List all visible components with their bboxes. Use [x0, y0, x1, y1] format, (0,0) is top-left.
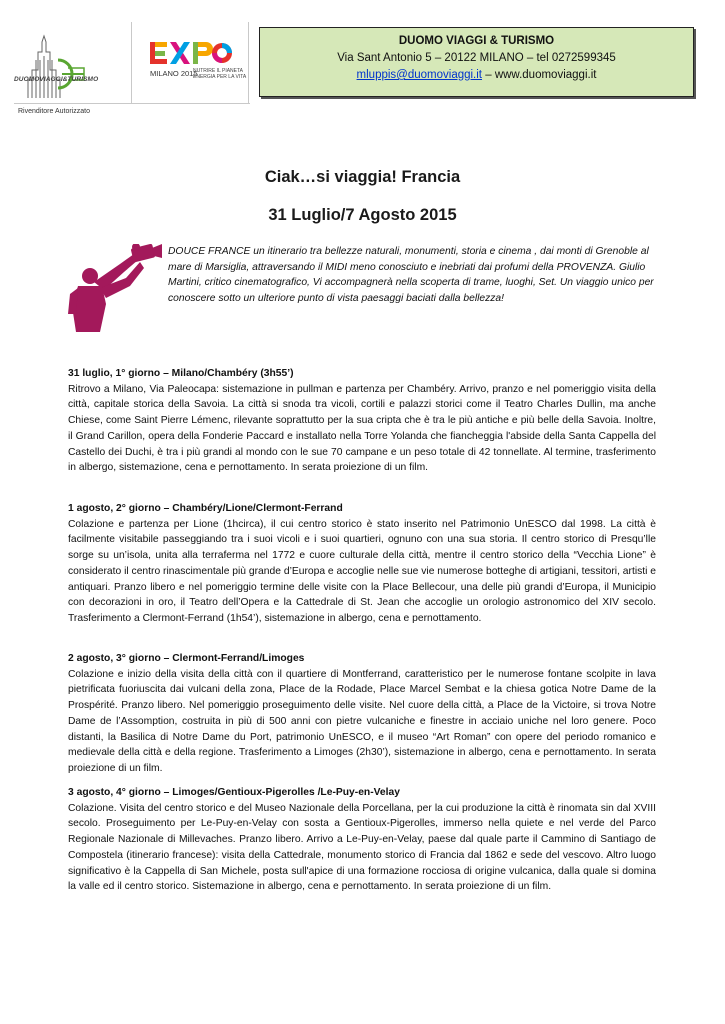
logo-divider: [248, 22, 249, 104]
expo-tagline: [193, 68, 246, 80]
contact-separator: –: [482, 69, 495, 81]
agency-contact-box: [259, 27, 694, 97]
agency-name: DUOMO VIAGGI & TURISMO: [398, 35, 555, 47]
agency-email-link[interactable]: mluppis@duomoviaggi.it: [356, 69, 483, 81]
logo-divider: [131, 22, 132, 104]
day-description: Colazione e inizio della visita della città con il quartiere di Montferrand, caratteristico per le numerose fontane scolpite in lava pietrificata fuoriuscita dai vulcani della zona, Place de la Rodade, Place Marcel Sembat e la chiesa gotica Notre Dame de la Prospérité. Pranzo libero. Nel pomeriggio proseguimento delle visite. Nel cuore della città, a Place de la Victoire, si trova Notre Dame de l’Assomption, costruita in più di 500 anni con pietre vulcaniche e finestre in acciaio uniche nel loro genere. Poco distanti, la Basilica di Notre Dame du Port, patrimonio UnESCO, e il museo “Art Roman” con opere del periodo romanico e medievale della città e della regione. Trasferimento a Limoges (2h30’), sistemazione in albergo, cena e pernottamento. In serata proiezione di un film.: [68, 668, 656, 774]
logo-underline: [14, 103, 250, 104]
agency-contacts: [260, 67, 693, 84]
film-camera-figure: [60, 244, 164, 338]
itinerary-day-3: [68, 651, 656, 777]
day-heading: 31 luglio, 1° giorno – Milano/Chambéry (3h55’): [68, 368, 294, 379]
page-title: Ciak…si viaggia! Francia: [264, 168, 461, 186]
day-description: Colazione e partenza per Lione (1hcirca), il cui centro storico è stato inserito nel Patrimonio UnESCO dal 1998. La città è facilmente visitabile passeggiando tra i suoi vicoli e i suoi quartieri, ognuno con una sua storia. Il centro storico di Presqu’lle sorge su un’isola, unita alla terraferma nel 1772 e cuore culturale della città, mentre il centro storico della “Vecchia Lione” è considerato il centro rinascimentale più grande d’Europa e accoglie nelle sue vie numerose botteghe di artigiani, tessitori, artisti e antiquari. Pranzo libero e nel pomeriggio termine delle visite con la Place Bellecour, una delle più grandi d’Europa, il Municipio con decorazioni in oro, il Teatro dell’Opera e la Cattedrale di St. Jean che accoglie un orologio astronomico del XIV secolo. Trasferimento a Clermont-Ferrand (1h54’), sistemazione in albergo, cena e pernottamento.: [68, 518, 656, 624]
day-heading: 2 agosto, 3° giorno – Clermont-Ferrand/Limoges: [68, 653, 305, 664]
day-heading: 3 agosto, 4° giorno – Limoges/Gentioux-Pigerolles /Le-Puy-en-Velay: [68, 787, 400, 798]
duomo-viaggi-logo: [18, 30, 130, 102]
trip-dates: 31 Luglio/7 Agosto 2015: [268, 206, 457, 224]
itinerary-day-2: [68, 501, 656, 627]
expo-city-year: MILANO 2015: [150, 69, 198, 78]
rivenditore-label: Rivenditore Autorizzato: [18, 108, 90, 115]
intro-paragraph: DOUCE FRANCE un itinerario tra bellezze naturali, monumenti, storia e cinema , dai monti di Grenoble al mare di Marsiglia, attraversando il MIDI meno conosciuto e inebriati dai profumi della PROVENZA. Giulio Martini, critico cinematografico, Vi accompagnerà nella scoperta di trame, luoghi, Set. Un viaggio unico per conoscere sotto un ulteriore punto di vista paesaggi baciati dalla bellezza!: [168, 246, 654, 304]
expo-tagline-1: NUTRIRE IL PIANETA: [193, 68, 244, 74]
day-description: Ritrovo a Milano, Via Paleocapa: sistemazione in pullman e partenza per Chambéry. Arrivo, pranzo e nel pomeriggio visita della città, capitale storica della Savoia. La città si snoda tra vicoli, cortili e palazzi storici come il Teatro Charles Dullin, ma anche Chiese, come Saint Pierre Lémenc, rilevante soprattutto per la sua cripta che è tra le più antiche e più belle della Savoia. Inoltre, il Grand Carillon, opera della Fonderie Paccard e installato nella Torre Yolanda che fiancheggia l'abside della Santa Cappella del Castello dei Duchi, è tra i più grandi al mondo con le sue 70 campane e un peso totale di 42 tonnellate. Al termine, trasferimento in albergo, sistemazione, cena e pernottamento. In serata proiezione di un film.: [68, 383, 656, 474]
agency-address: Via Sant Antonio 5 – 20122 MILANO – tel 0272599345: [337, 52, 616, 64]
itinerary-day-1: [68, 366, 656, 476]
expo-tagline-2: ENERGIA PER LA VITA: [193, 74, 247, 80]
itinerary-day-4: [68, 785, 656, 895]
day-heading: 1 agosto, 2° giorno – Chambéry/Lione/Clermont-Ferrand: [68, 503, 343, 514]
agency-website: www.duomoviaggi.it: [494, 69, 597, 81]
day-description: Colazione. Visita del centro storico e del Museo Nazionale della Porcellana, per la cui produzione la città è rinomata sin dal XVIII secolo. Proseguimento per Le-Puy-en-Velay con sosta a Gentioux-Pigerolles, immerso nella quiete e nel verde del Parco Regionale Nazionale di Millevaches. Pranzo libero. Arrivo a Le-Puy-en-Velay, paese dal quale parte il Cammino di Santiago de Compostela (itinerario francese): visita della Cattedrale, monumento storico di Francia dal 1862 e sede del vescovo. Altro luogo significativo è la Cappella di San Michele, posta sull'apice di una formazione rocciosa di origine vulcanica, dalla quale si domina la valle ed il centro storico. Sistemazione in albergo, cena e pernottamento. In serata proiezione di un film.: [68, 802, 656, 893]
duomo-logo-text: DUOMOVIAGGI&TURISMO: [14, 76, 99, 83]
